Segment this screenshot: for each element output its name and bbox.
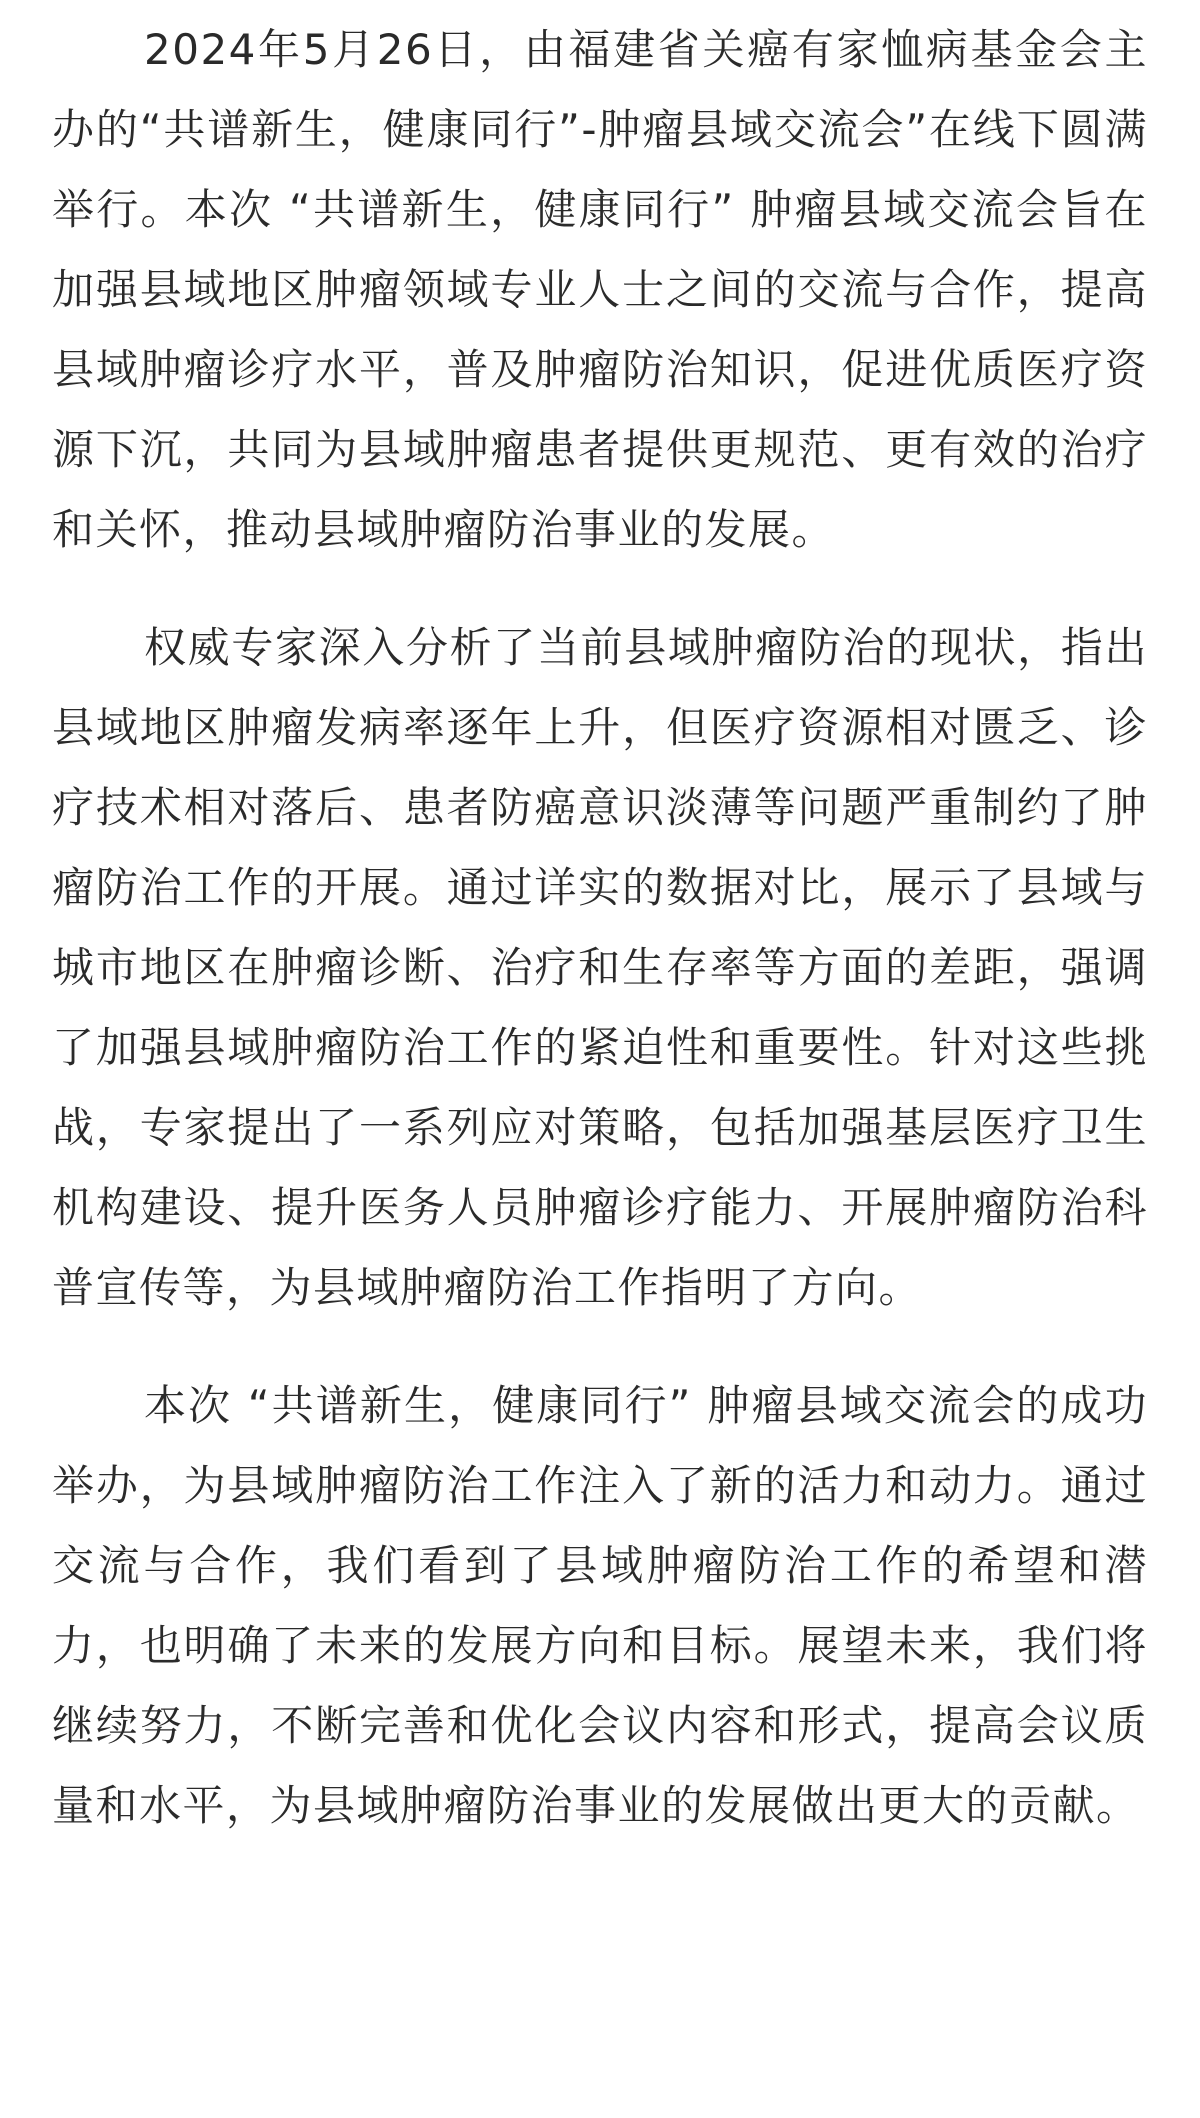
article-paragraph-1: 2024年5月26日，由福建省关癌有家恤病基金会主办的“共谱新生，健康同行”-肿瘤县域交流会”在线下圆满举行。本次 “共谱新生，健康同行” 肿瘤县域交流会旨在加强县域地区肿瘤领域专业人士之间的交流与合作，提高县域肿瘤诊疗水平，普及肿瘤防治知识，促进优质医疗资源下沉，共同为县域肿瘤患者提供更规范、更有效的治疗和关怀，推动县域肿瘤防治事业的发展。: [52, 25, 1148, 554]
article-paragraph-2: 权威专家深入分析了当前县域肿瘤防治的现状，指出县域地区肿瘤发病率逐年上升，但医疗资源相对匮乏、诊疗技术相对落后、患者防癌意识淡薄等问题严重制约了肿瘤防治工作的开展。通过详实的数据对比，展示了县域与城市地区在肿瘤诊断、治疗和生存率等方面的差距，强调了加强县域肿瘤防治工作的紧迫性和重要性。针对这些挑战，专家提出了一系列应对策略，包括加强基层医疗卫生机构建设、提升医务人员肿瘤诊疗能力、开展肿瘤防治科普宣传等，为县域肿瘤防治工作指明了方向。: [52, 623, 1148, 1312]
article-body: [52, 0, 1148, 1884]
article-paragraph-3: 本次 “共谱新生，健康同行” 肿瘤县域交流会的成功举办，为县域肿瘤防治工作注入了新的活力和动力。通过交流与合作，我们看到了县域肿瘤防治工作的希望和潜力，也明确了未来的发展方向和目标。展望未来，我们将继续努力，不断完善和优化会议内容和形式，提高会议质量和水平，为县域肿瘤防治事业的发展做出更大的贡献。: [52, 1381, 1148, 1830]
